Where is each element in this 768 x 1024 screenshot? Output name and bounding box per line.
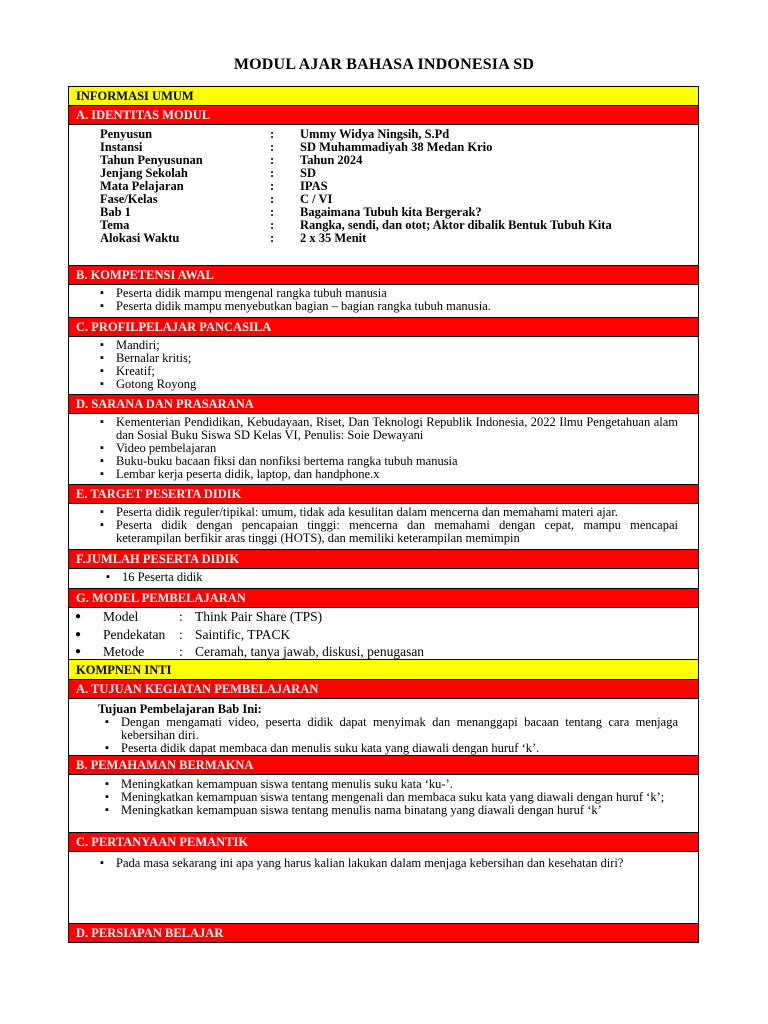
identitas-value: Bagaimana Tubuh kita Bergerak? <box>300 205 482 219</box>
identitas-row <box>100 232 698 245</box>
identitas-colon: : <box>270 140 275 154</box>
section-informasi-umum: INFORMASI UMUM <box>69 86 698 105</box>
identitas-colon: : <box>270 153 275 167</box>
list-item: ▪ Dengan mengamati video, peserta didik dapat menyimak dan menanggapi bacaan tentang cara menjaga kebersihan diri. <box>121 716 678 742</box>
bullet-icon: ● <box>75 646 82 657</box>
profil-content <box>69 336 698 394</box>
identitas-label: Alokasi Waktu <box>100 231 180 245</box>
jumlah-content <box>69 568 698 588</box>
list-item: ▪ Lembar kerja peserta didik, laptop, dan handphone.x <box>116 468 678 481</box>
model-colon: : <box>179 609 183 624</box>
model-row <box>69 608 698 626</box>
section-model-header: G. MODEL PEMBELAJARAN <box>69 588 698 607</box>
section-identitas-header: A. IDENTITAS MODUL <box>69 105 698 124</box>
list-item: ▪ Gotong Royong <box>116 378 678 391</box>
model-content <box>69 607 698 659</box>
model-colon: : <box>179 626 183 642</box>
tujuan-subtitle: Tujuan Pembelajaran Bab Ini: <box>98 702 262 716</box>
list-item: ▪ Peserta didik mampu menyebutkan bagian – bagian rangka tubuh manusia. <box>116 300 678 313</box>
list-item: ▪ Kementerian Pendidikan, Kebudayaan, Riset, Dan Teknologi Republik Indonesia, 2022 Ilmu Pengetahuan alam dan Sosial Buku Siswa SD Kelas VI, Penulis: Soie Dewayani <box>116 416 678 442</box>
target-content <box>69 503 698 549</box>
identitas-value: Rangka, sendi, dan otot; Aktor dibalik Bentuk Tubuh Kita <box>300 218 612 232</box>
kompetensi-content <box>69 284 698 317</box>
list-item: ▪ Meningkatkan kemampuan siswa tentang mengenali dan membaca suku kata yang diawali dengan huruf ‘k’; <box>121 791 678 804</box>
identitas-value: Ummy Widya Ningsih, S.Pd <box>300 127 450 141</box>
identitas-row <box>100 180 698 193</box>
list-item: ▪ Meningkatkan kemampuan siswa tentang menulis suku kata ‘ku-’. <box>121 778 678 791</box>
section-pertanyaan-header: C. PERTANYAAN PEMANTIK <box>69 832 698 851</box>
list-item: ▪ 16 Peserta didik <box>122 571 678 584</box>
section-komponen-inti: KOMPNEN INTI <box>69 659 698 679</box>
identitas-colon: : <box>270 179 275 193</box>
sarana-content <box>69 413 698 484</box>
section-jumlah-header: F.JUMLAH PESERTA DIDIK <box>69 549 698 568</box>
identitas-row <box>100 167 698 180</box>
model-value: Saintific, TPACK <box>195 626 291 642</box>
section-sarana-header: D. SARANA DAN PRASARANA <box>69 394 698 413</box>
identitas-value: C / VI <box>300 192 333 206</box>
section-pemahaman-header: B. PEMAHAMAN BERMAKNA <box>69 755 698 774</box>
identitas-colon: : <box>270 166 275 180</box>
tujuan-content <box>69 698 698 755</box>
list-item: ▪ Peserta didik reguler/tipikal: umum, tidak ada kesulitan dalam mencerna dan memahami materi ajar. <box>116 506 678 519</box>
identitas-value: SD <box>300 166 316 180</box>
pemahaman-content <box>69 774 698 832</box>
model-label: Metode <box>103 644 145 659</box>
identitas-value: IPAS <box>300 179 328 193</box>
identitas-label: Fase/Kelas <box>100 192 158 206</box>
identitas-value: 2 x 35 Menit <box>300 231 367 245</box>
list-item: ▪ Peserta didik dapat membaca dan menulis suku kata yang diawali dengan huruf ‘k’. <box>121 742 678 755</box>
model-label: Model <box>103 609 139 624</box>
section-tujuan-header: A. TUJUAN KEGIATAN PEMBELAJARAN <box>69 679 698 698</box>
model-row <box>69 626 698 644</box>
list-item: ▪ Video pembelajaran <box>116 442 678 455</box>
identitas-colon: : <box>270 192 275 206</box>
list-item: ▪ Meningkatkan kemampuan siswa tentang menulis nama binatang yang diawali dengan huruf ‘k’ <box>121 804 678 817</box>
list-item: ▪ Peserta didik dengan pencapaian tinggi: mencerna dan memahami dengan cepat, mampu mencapai keterampilan berfikir aras tinggi (HOTS), dan memiliki keterampilan memimpin <box>116 519 678 545</box>
document-title: MODUL AJAR BAHASA INDONESIA SD <box>233 56 535 73</box>
identitas-colon: : <box>270 218 275 232</box>
list-item: ▪ Mandiri; <box>116 339 678 352</box>
identitas-label: Instansi <box>100 140 143 154</box>
bullet-icon: ● <box>75 611 82 622</box>
identitas-colon: : <box>270 127 275 141</box>
section-persiapan-header: D. PERSIAPAN BELAJAR <box>69 923 698 942</box>
identitas-label: Bab 1 <box>100 205 131 219</box>
model-value: Ceramah, tanya jawab, diskusi, penugasan <box>195 644 425 659</box>
identitas-table <box>69 124 698 265</box>
identitas-label: Mata Pelajaran <box>100 179 184 193</box>
identitas-label: Tema <box>100 218 130 232</box>
list-item: ▪ Bernalar kritis; <box>116 352 678 365</box>
identitas-colon: : <box>270 231 275 245</box>
identitas-label: Jenjang Sekolah <box>100 166 188 180</box>
model-colon: : <box>179 644 183 659</box>
module-table <box>68 86 699 943</box>
list-item: ▪ Kreatif; <box>116 365 678 378</box>
model-value: Think Pair Share (TPS) <box>195 609 323 624</box>
identitas-row <box>100 154 698 167</box>
identitas-label: Tahun Penyusunan <box>100 153 203 167</box>
section-profil-header: C. PROFILPELAJAR PANCASILA <box>69 317 698 336</box>
list-item: ▪ Peserta didik mampu mengenal rangka tubuh manusia <box>116 287 678 300</box>
list-item: ▪ Pada masa sekarang ini apa yang harus kalian lakukan dalam menjaga kebersihan dan kesehatan diri? <box>116 857 678 870</box>
section-target-header: E. TARGET PESERTA DIDIK <box>69 484 698 503</box>
model-row <box>69 643 698 661</box>
model-label: Pendekatan <box>103 626 166 642</box>
identitas-value: SD Muhammadiyah 38 Medan Krio <box>300 140 493 154</box>
identitas-colon: : <box>270 205 275 219</box>
section-kompetensi-header: B. KOMPETENSI AWAL <box>69 265 698 284</box>
list-item: ▪ Buku-buku bacaan fiksi dan nonfiksi bertema rangka tubuh manusia <box>116 455 678 468</box>
identitas-value: Tahun 2024 <box>300 153 363 167</box>
bullet-icon: ● <box>75 628 82 640</box>
identitas-label: Penyusun <box>100 127 153 141</box>
pertanyaan-content <box>69 851 698 923</box>
identitas-row <box>100 219 698 232</box>
